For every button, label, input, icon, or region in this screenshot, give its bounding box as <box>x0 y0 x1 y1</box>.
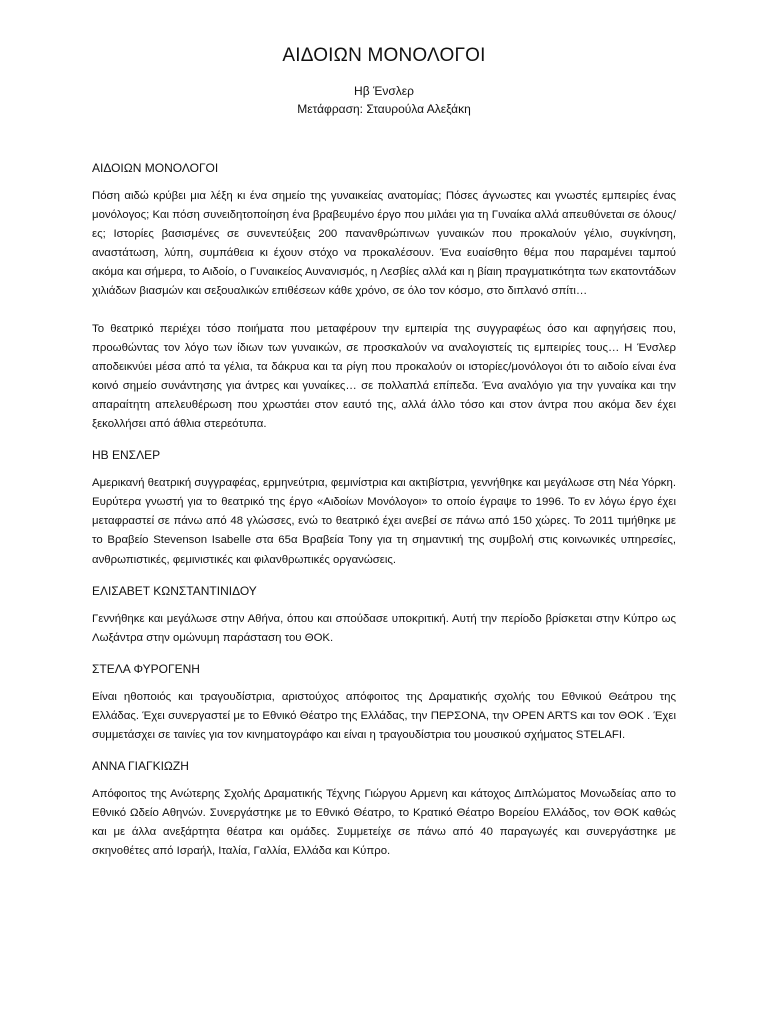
author-name: Ηβ Ένσλερ <box>354 84 414 98</box>
paragraph: Πόση αιδώ κρύβει μια λέξη κι ένα σημείο της γυναικείας ανατομίας; Πόσες άγνωστες και γνωστές εμπειρίες ένας μονόλογος; Και πόση συνειδητοποίηση ένα βραβευμένο έργο που μιλάει για τη Γυναίκα αλλά απευθύνεται σε όλους/ες; Ιστορίες βασισμένες σε συνεντεύξεις 200 πανανθρώπινων γυναικών που προκαλούν γέλιο, συγκίνηση, αναστάτωση, λύπη, συμπάθεια κι έχουν στόχο να προκαλέσουν. Ένα ευαίσθητο θέμα που παραμένει ταμπού ακόμα και σήμερα, το Αιδοίο, ο Γυναικείος Αυνανισμός, η Λεσβίες αλλά και η βίαιη πραγματικότητα των εκατοντάδων χιλιάδων βιασμών και σεξουαλικών επιθέσεων κάθε χρόνο, σε όλο τον κόσμο, στο διπλανό σπίτι… <box>92 190 676 298</box>
document-page <box>92 44 676 873</box>
section-heading: ΣΤΕΛΑ ΦΥΡΟΓΕΝΗ <box>92 661 200 676</box>
paragraph: Απόφοιτος της Ανώτερης Σχολής Δραματικής Τέχνης Γιώργου Αρμενη και κάτοχος Διπλώματος Μονωδείας απο το Εθνικό Ωδείο Αθηνών. Συνεργάστηκε με το Εθνικό Θέατρο, το Κρατικό Θέατρο Βορείου Ελλάδος, τον ΘΟΚ καθώς και με άλλα ανεξάρτητα θέατρα και ομάδες. Συμμετείχε σε πάνω από 40 παραγωγές και συνεργάστηκε με σκηνοθέτες από Ισραήλ, Ιταλία, Γαλλία, Ελλάδα και Κύπρο. <box>92 788 676 858</box>
paragraph: Είναι ηθοποιός και τραγουδίστρια, αριστούχος απόφοιτος της Δραματικής σχολής του Εθνικού Θεάτρου της Ελλάδας. Έχει συνεργαστεί με το Εθνικό Θέατρο της Ελλάδας, την ΠΕΡΣΟΝΑ, την OPEN ARTS και τον ΘΟΚ . Έχει συμμετάσχει σε ταινίες για τον κινηματογράφο και είναι η τραγουδίστρια του μουσικού σχήματος STELAFI. <box>92 690 676 741</box>
paragraph: Γεννήθηκε και μεγάλωσε στην Αθήνα, όπου και σπούδασε υποκριτική. Αυτή την περίοδο βρίσκεται στην Κύπρο ως Λωξάντρα στην ομώνυμη παράσταση του ΘΟΚ. <box>92 612 676 644</box>
section-heading: ΑΙΔΟΙΩΝ ΜΟΝΟΛΟΓΟΙ <box>92 161 219 175</box>
paragraph: Το θεατρικό περιέχει τόσο ποιήματα που μεταφέρουν την εμπειρία της συγγραφέως όσο και αφηγήσεις που, προωθώντας τον λόγο των ίδιων των γυναικών, σε προσκαλούν να αναλογιστείς τις εμπειρίες τους… Η Ένσλερ αποδεικνύει μέσα από τα γέλια, τα δάκρυα και τα ρίγη που προκαλούν οι ιστορίες/μονόλογοι ότι το αιδοίο είναι ένα κοινό σημείο συνάντησης για άντρες και γυναίκες… σε πολλαπλά επίπεδα. Ένα αναλόγιο για την γυναίκα και την απαραίτητη απελευθέρωση που χρωστάει στον εαυτό της, αλλά άλλο τόσο και στον άντρα που ακόμα δεν έχει ξεκολλήσει από άθλια στερεότυπα. <box>92 322 676 431</box>
section-actor-bio <box>92 582 676 648</box>
document-title: ΑΙΔΟΙΩΝ ΜΟΝΟΛΟΓΟΙ <box>282 45 486 66</box>
paragraph: Αμερικανή θεατρική συγγραφέας, ερμηνεύτρια, φεμινίστρια και ακτιβίστρια, γεννήθηκε και μεγάλωσε στη Νέα Υόρκη. Ευρύτερα γνωστή για το θεατρικό της έργο «Αιδοίων Μονόλογοι» το οποίο έγραψε το 1996. Το εν λόγω έργο έχει μεταφραστεί σε πάνω από 48 γλώσσες, ενώ το θεατρικό έχει ανεβεί σε πάνω από 150 χώρες. Το 2011 τιμήθηκε με το Βραβείο Stevenson Isabelle στα 65α Βραβεία Tony για τη σημαντική της συμβολή στις κοινωνικές υπηρεσίες, ανθρωπιστικές, φεμινιστικές και φιλανθρωπικές οργανώσεις. <box>92 477 676 566</box>
section-actor-bio <box>92 660 676 745</box>
section-author-bio <box>92 446 676 569</box>
section-heading: ΗΒ ΕΝΣΛΕΡ <box>92 448 161 463</box>
section-actor-bio <box>92 757 676 861</box>
translator-credit: Μετάφραση: Σταυρούλα Αλεξάκη <box>297 102 471 116</box>
section-heading: ΑΝΝΑ ΓΙΑΓΚΙΩΖΗ <box>92 759 189 774</box>
section-play <box>92 159 676 434</box>
section-heading: ΕΛΙΣΑΒΕΤ ΚΩΝΣΤΑΝΤΙΝΙΔΟΥ <box>92 583 257 598</box>
